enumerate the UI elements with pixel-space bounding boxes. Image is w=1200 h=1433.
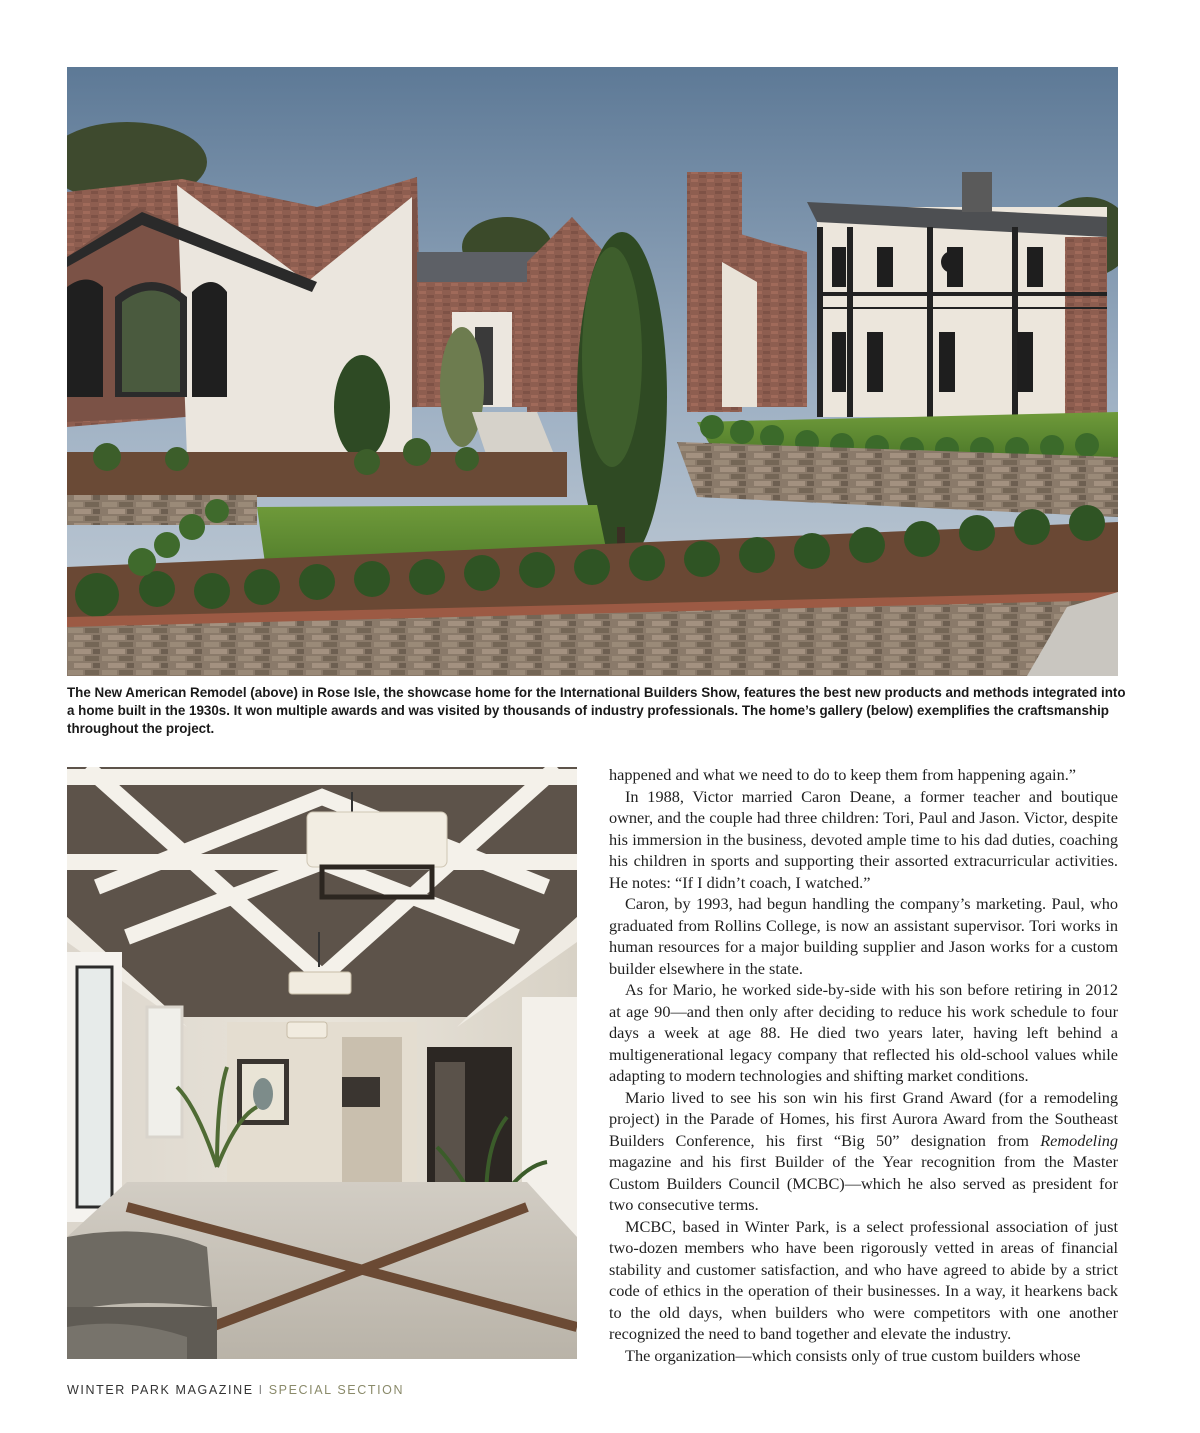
article-paragraph: As for Mario, he worked side-by-side with his son before retiring in 2012 at age 90—and then only after deciding to reduce his work schedule to four days a week at age 88. He died two years later, having left behind a multigenerational legacy company that reflected his old-school values while adapting to modern technologies and shifting market conditions. [609,980,1118,1085]
article-paragraph [609,1087,1118,1216]
article-paragraph: The organization—which consists only of true custom builders whose [625,1345,1081,1365]
magazine-name: WINTER PARK MAGAZINE [67,1383,254,1397]
article-text: Mario lived to see his son win his first Grand Award (for a remodeling project) in the Parade of Homes, his first Aurora Award from the Southeast Builders Conference, his first “Big 50” designation from [609,1087,1118,1150]
article-text: magazine and his first Builder of the Year recognition from the Master Custom Builders Council (MCBC)—which he also served as president for two consecutive terms. [609,1152,1118,1214]
photo-caption: The New American Remodel (above) in Rose Isle, the showcase home for the International Builders Show, features the best new products and methods integrated into a home built in the 1930s. It won multiple awards and was visited by thousands of industry professionals. The home’s gallery (below) exemplifies the craftsmanship throughout the project. [67,685,1126,736]
article-paragraph: In 1988, Victor married Caron Deane, a former teacher and boutique owner, and the couple had three children: Tori, Paul and Jason. Victor, despite his immersion in the business, devoted ample time to his dad duties, coaching his children in sports and supporting their assorted extracurricular activities. He notes: “If I didn’t coach, I watched.” [609,786,1118,892]
section-label: SPECIAL SECTION [268,1383,405,1397]
page-footer [67,1383,404,1397]
article-body [609,764,1118,1366]
article-paragraph: MCBC, based in Winter Park, is a select professional association of just two-dozen members who have been rigorously vetted in areas of financial stability and customer satisfaction, and who have agreed to abide by a strict code of ethics in the operation of their businesses. In a way, it hearkens back to the old days, when builders who were competitors with one another recognized the need to band together and elevate the industry. [609,1216,1118,1343]
article-paragraph: Caron, by 1993, had begun handling the company’s marketing. Paul, who graduated from Rollins College, is now an assistant supervisor. Tori works in human resources for a major building supplier and Jason works for a custom builder elsewhere in the state. [609,894,1118,978]
gallery-photo [67,767,577,1359]
footer-separator: I [258,1383,264,1397]
magazine-title: Remodeling [1040,1130,1118,1150]
article-paragraph: happened and what we need to do to keep them from happening again.” [609,765,1077,784]
hero-photo [67,67,1118,676]
